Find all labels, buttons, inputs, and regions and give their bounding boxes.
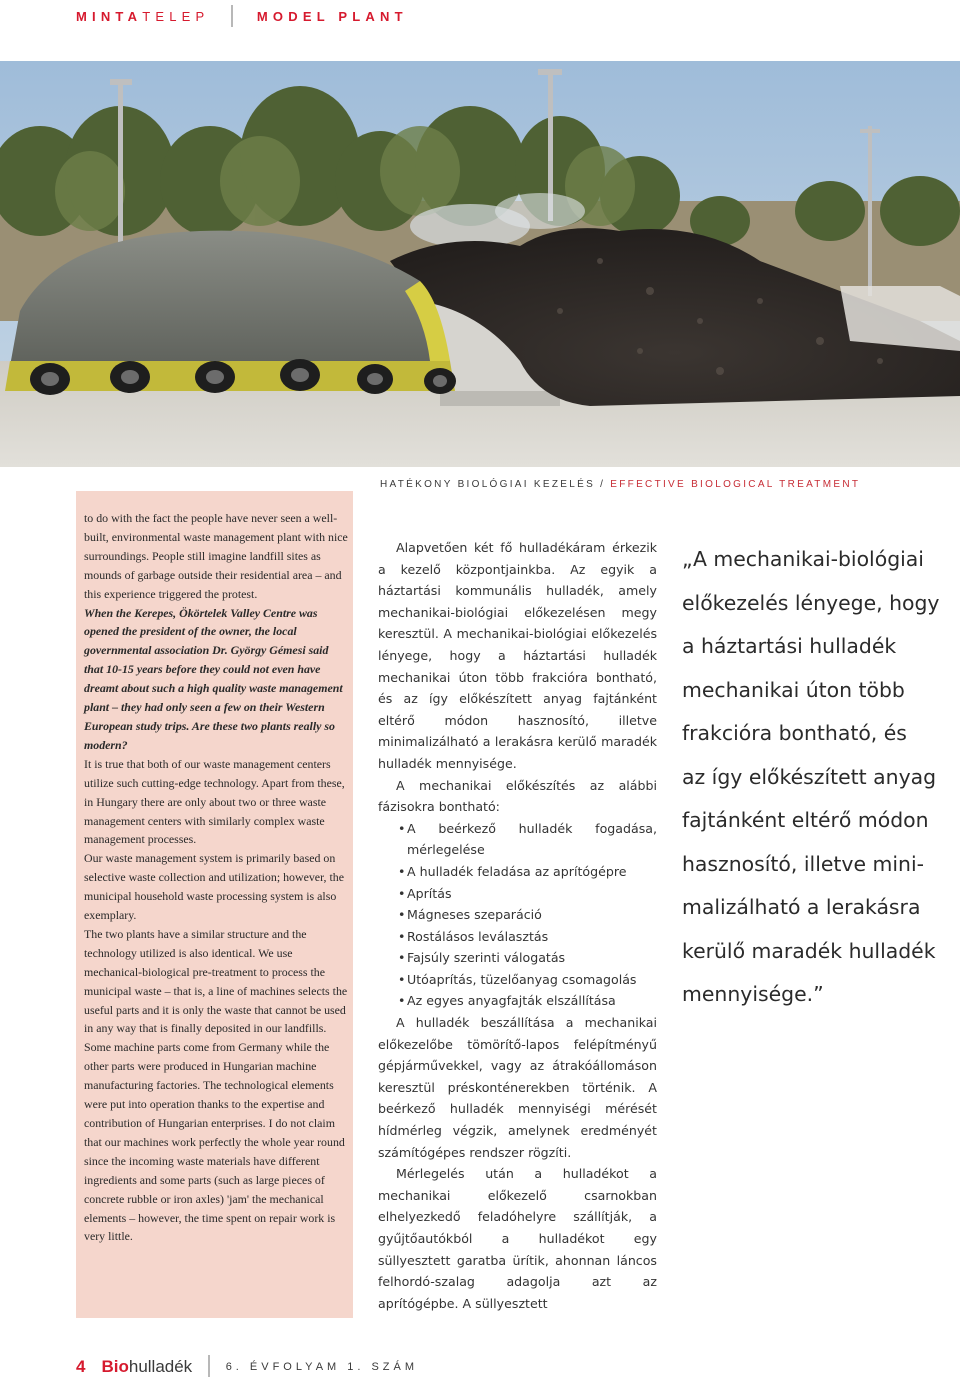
quote-line: mennyisége.”: [682, 982, 824, 1006]
header-title-hu: MINTATELEP: [76, 8, 210, 24]
list-item: • Fajsúly szerinti válogatás: [378, 947, 657, 969]
hungarian-paragraph: Mérlegelés után a hulladékot a mechanikai előkezelő csarnokban elhelyezkedő feladóhelyre szállítják, a gyűjtőautókból a hulladékot egy süllyesztett garatba ürítik, ahonnan láncos felhordó-szalag adagolja azt az aprítógépbe. A süllyesztett: [378, 1166, 657, 1311]
quote-line: kerülő maradék hulladék: [682, 938, 936, 963]
hungarian-paragraph: Alapvetően két fő hulladékáram érkezik a kezelő központjainkba. Az egyik a háztartási kommunális hulladék, amely mechanikai-biológiai előkezelésen megy keresztül. A mechanikai-biológiai előkezelés lényege, hogy a háztartási hulladék mechanikai úton több frakcióra bontható, és az így előkészített anyag fajtánként eltérő módon hasznosító, illetve minimalizálható a lerakásra kerülő maradék hulladék mennyisége.: [378, 540, 657, 771]
quote-line: mechanikai úton több: [682, 677, 905, 702]
magazine-title: Biohulladék: [101, 1357, 193, 1376]
list-item: • Rostálásos leválasztás: [378, 926, 657, 948]
quote-line: malizálható a lerakásra: [682, 895, 921, 919]
issue-label: 6. ÉVFOLYAM 1. SZÁM: [225, 1361, 419, 1373]
section-label-hu: HATÉKONY BIOLÓGIAI KEZELÉS: [380, 479, 596, 490]
list-item: • A beérkező hulladék fogadása, mérlegelése: [378, 818, 657, 861]
quote-line: frakcióra bontható, és: [682, 721, 907, 745]
english-paragraph: Our waste management system is primarily based on selective waste collection and utilization; however, the municipal household waste processing system is also exemplary.: [84, 851, 345, 923]
list-item: • Mágneses szeparáció: [378, 904, 657, 926]
quote-line: fajtánként eltérő módon: [682, 808, 929, 832]
list-item: • Utóaprítás, tüzelőanyag csomagolás: [378, 969, 657, 991]
page-header: [76, 6, 408, 26]
hungarian-paragraph: A mechanikai előkészítés az alábbi fázisokra bontható:: [378, 777, 657, 815]
quote-line: az így előkészített anyag: [682, 764, 937, 789]
english-paragraph: It is true that both of our waste management centers utilize such cutting-edge technology. Apart from these, in Hungary there are only about two or three waste management centers with similarly complex waste management processes.: [84, 756, 345, 847]
hungarian-column: [378, 537, 657, 1314]
list-item: • A hulladék feladása az aprítógépre: [378, 861, 657, 883]
section-label: HATÉKONY BIOLÓGIAI KEZELÉS / EFFECTIVE BIOLOGICAL TREATMENT: [380, 479, 861, 490]
quote-line: „A mechanikai-biológiai: [682, 547, 924, 571]
page-footer: [76, 1355, 418, 1377]
header-title-en: MODEL PLANT: [256, 8, 408, 24]
english-column: [84, 509, 349, 1246]
hungarian-paragraph: A hulladék beszállítása a mechanikai előkezelőbe tömörítő-lapos felépítményű gépjárművekkel, vagy az átrakóállomáson keresztül préskonténerekben történik. A beérkező hulladék mennyiségi mérését hídmérleg végzik, amelynek eredményét számítógépes rendszer rögzíti.: [378, 1015, 657, 1160]
english-paragraph: The two plants have a similar structure and the technology utilized is also identical. We use mechanical-biological pre-treatment to process the municipal waste – that is, a line of machines selects the useful parts and it is only the waste that cannot be used in any way that is finally deposited in our landfills. Some machine parts come from Germany while the other parts were produced in Hungarian machine manufacturing factories. The technological elements were put into operation thanks to the expertise and contribution of Hungarian enterprises. I do not claim that our machines work perfectly the whole year round since the incoming waste materials have different ingredients and some parts (such as large pieces of concrete rubble or iron axles) 'jam' the mechanical elements – however, the time spent on repair work is very little.: [84, 926, 348, 1244]
english-question: When the Kerepes, Ökörtelek Valley Centre was opened the president of the owner, the local governmental association Dr. György Gémesi said that 10-15 years before they could not even have dreamt about such a high quality waste management plant – they had only seen a few on their Western European study trips. Are these two plants really so modern?: [84, 605, 343, 752]
footer-divider: [208, 1355, 210, 1377]
header-divider: [231, 5, 233, 27]
english-paragraph: to do with the fact the people have never seen a well-built, environmental waste management plant with nice surroundings. People still imagine landfill sites as mounds of garbage outside their residential area – and this experience triggered the protest.: [84, 511, 348, 601]
list-item: • Aprítás: [378, 883, 657, 905]
page-number: 4: [76, 1357, 86, 1376]
quote-line: a háztartási hulladék: [682, 634, 897, 658]
phase-list: [378, 818, 657, 1012]
waste-plant-photo: [0, 61, 960, 467]
quote-line: hasznosító, illetve mini-: [682, 851, 924, 876]
list-item: • Az egyes anyagfajták elszállítása: [378, 990, 657, 1012]
pull-quote: [682, 538, 952, 1017]
section-label-en: EFFECTIVE BIOLOGICAL TREATMENT: [610, 479, 861, 490]
quote-line: előkezelés lényege, hogy: [682, 590, 940, 615]
